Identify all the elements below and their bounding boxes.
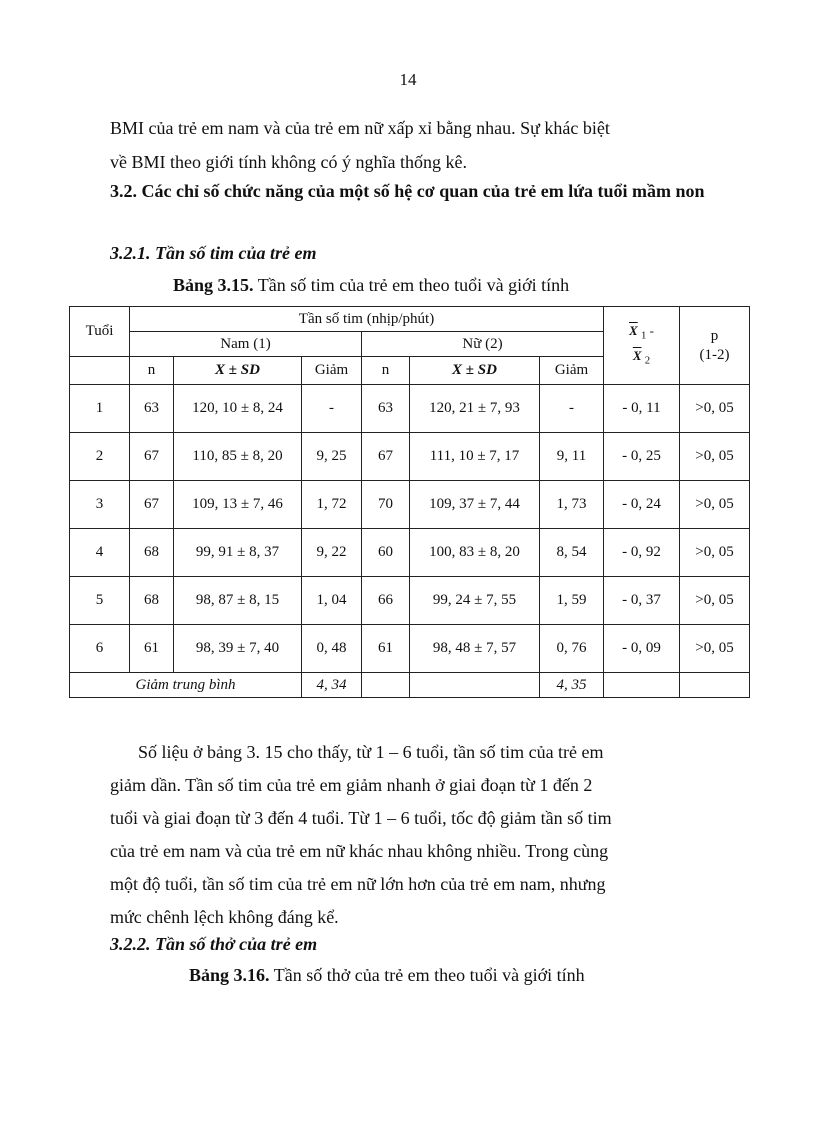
table-row: 4 68 99, 91 ± 8, 37 9, 22 60 100, 83 ± 8, 20 8, 54 - 0, 92 >0, 05 — [70, 529, 750, 577]
body-line: tuổi và giai đoạn từ 3 đến 4 tuổi. Từ 1 – 6 tuổi, tốc độ giảm tần số tim — [110, 808, 612, 828]
p-value-header: p (1-2) — [680, 307, 750, 385]
table-row: 2 67 110, 85 ± 8, 20 9, 25 67 111, 10 ± 7, 17 9, 11 - 0, 25 >0, 05 — [70, 433, 750, 481]
table-caption-2 — [189, 965, 585, 986]
table-caption-text: Tần số tim của trẻ em theo tuổi và giới tính — [253, 275, 570, 295]
intro-paragraph — [110, 111, 710, 179]
intro-line: BMI của trẻ em nam và của trẻ em nữ xấp xỉ bằng nhau. Sự khác biệt — [110, 118, 610, 138]
body-line: giảm dần. Tần số tim của trẻ em giảm nhanh ở giai đoạn từ 1 đến 2 — [110, 775, 593, 795]
col-n-female: n — [362, 357, 410, 385]
body-line: mức chênh lệch không đáng kể. — [110, 907, 339, 927]
age-subheader-empty — [70, 357, 130, 385]
body-paragraph — [110, 736, 710, 934]
footer-label: Giảm trung bình — [70, 673, 302, 698]
table-row: 5 68 98, 87 ± 8, 15 1, 04 66 99, 24 ± 7, 55 1, 59 - 0, 37 >0, 05 — [70, 577, 750, 625]
table-caption-1 — [173, 275, 569, 296]
footer-female-decrease: 4, 35 — [540, 673, 604, 698]
body-line: một độ tuổi, tần số tim của trẻ em nữ lớn hơn của trẻ em nam, nhưng — [110, 874, 606, 894]
table-row: 3 67 109, 13 ± 7, 46 1, 72 70 109, 37 ± 7, 44 1, 73 - 0, 24 >0, 05 — [70, 481, 750, 529]
table-caption-label: Bảng 3.16. — [189, 965, 270, 985]
female-header: Nữ (2) — [362, 332, 604, 357]
page-number: 14 — [399, 70, 417, 89]
age-header: Tuổi — [70, 307, 130, 357]
body-line: Số liệu ở bảng 3. 15 cho thấy, từ 1 – 6 tuổi, tần số tim của trẻ em — [138, 742, 604, 762]
table-row: 1 63 120, 10 ± 8, 24 - 63 120, 21 ± 7, 93 - - 0, 11 >0, 05 — [70, 385, 750, 433]
table-caption-text: Tần số thở của trẻ em theo tuổi và giới tính — [269, 965, 585, 985]
male-header: Nam (1) — [130, 332, 362, 357]
col-decrease-female: Giảm — [540, 357, 604, 385]
col-mean-male: X ± SD — [174, 357, 302, 385]
table-row: 6 61 98, 39 ± 7, 40 0, 48 61 98, 48 ± 7, 57 0, 76 - 0, 09 >0, 05 — [70, 625, 750, 673]
col-mean-female: X ± SD — [410, 357, 540, 385]
subsection-heading-2: 3.2.2. Tần số thở của trẻ em — [110, 934, 318, 954]
section-heading: 3.2. Các chỉ số chức năng của một số hệ cơ quan của trẻ em lứa tuổi mầm non — [110, 181, 705, 201]
intro-line: về BMI theo giới tính không có ý nghĩa thống kê. — [110, 152, 467, 172]
difference-header: $\overline{X}$ $_1$ - $\overline{X}$ $_2$ — [604, 307, 680, 385]
col-n-male: n — [130, 357, 174, 385]
heart-rate-group-header: Tần số tim (nhịp/phút) — [130, 307, 604, 332]
body-line: của trẻ em nam và của trẻ em nữ khác nhau không nhiều. Trong cùng — [110, 841, 609, 861]
table-footer-row — [70, 673, 750, 698]
col-decrease-male: Giảm — [302, 357, 362, 385]
table-caption-label: Bảng 3.15. — [173, 275, 254, 295]
subsection-heading-1: 3.2.1. Tần số tim của trẻ em — [110, 243, 317, 263]
footer-male-decrease: 4, 34 — [302, 673, 362, 698]
heart-rate-table — [69, 306, 750, 698]
